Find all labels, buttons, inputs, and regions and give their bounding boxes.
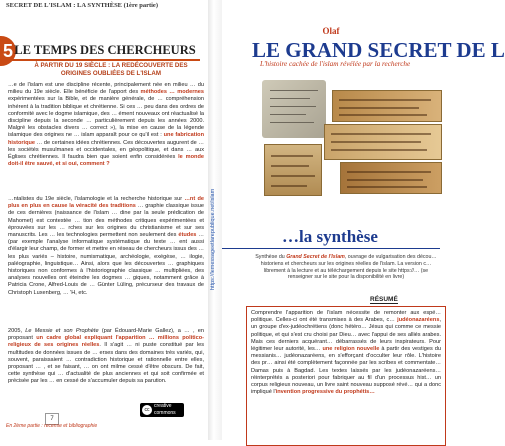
text-run: …e de l'islam est une discipline récente, principalement née en milieu … du milieu du 19e siècle. Elle bénéficie de l'apport des — [8, 82, 204, 96]
intro-blurb — [252, 254, 440, 281]
cc-label: creative commons — [154, 403, 176, 416]
highlight-run: invention progressive du prophétis… — [275, 389, 375, 396]
resume-box — [246, 306, 446, 446]
book-title: LE GRAND SECRET DE L — [252, 38, 505, 62]
highlight-run: le monde doit-il être sauvé, et si oui, comment ? — [8, 154, 204, 168]
text-run: , un groupe d'ex-judéochrétiens (donc hétéro… Jésus qui comme ce messie politique, et qui s'est cru choisi par Dieu… avec l'appui de ses alliés arabes. Mais ces derniers acquérant… débarrassés de leurs inspirateurs. Pour légitimer leur autorité, les… — [251, 317, 441, 353]
right-page — [222, 0, 505, 440]
divider — [222, 248, 440, 249]
book-title-ref: Grand Secret de l'Islam — [286, 254, 345, 260]
cover-manuscripts-image — [244, 80, 440, 225]
gutter-url-link[interactable]: https://lemessageetlarepublique.net/islam — [210, 188, 216, 290]
text-run: (par Édouard-Marie Gallez), a … , en proposant — [8, 328, 205, 342]
text-run: … de certaines idées chrétiennes. Ces découvertes augurent de … les sociétés musulmanes et occidentales, en géopolitique, et dans … aux Églises chrétiennes. Il faudra bien que soient enfin considérées — [8, 139, 204, 161]
synthese-heading: …la synthèse — [282, 227, 378, 246]
creative-commons-badge — [140, 403, 184, 417]
stone-inscription — [262, 80, 326, 138]
manuscript-fragment — [264, 144, 322, 196]
chapter-subtitle: À PARTIR DU 19 SIÈCLE : LA REDÉCOUVERTE DES ORIGINES OUBLIÉES DE L'ISLAM — [34, 62, 188, 77]
highlight-run: méthodes … modernes — [140, 89, 205, 96]
manuscript-fragment — [324, 124, 442, 160]
chapter-title: LE TEMPS DES CHERCHEURS — [10, 43, 200, 61]
highlight-run: judéonazaréens — [397, 317, 440, 324]
highlight-run: une fabrication historique — [8, 132, 204, 146]
text-run: … (par exemple l'analyse informatique systématique du texte … ent aussi d'élargir leur champ, de former et mettre en réseau de chercheurs issus des … les plus variés – histoire, numismatique, archéologie, exégèse, … ilogie, paléographie, linguistique… Ainsi, alors que les découvertes … graphiques historiques non conformes à l'historiographie classique … multipliées, des analyses nouvelles ont éteindre les dogmes … giques, notamment grâce à Patricia Crone, Alfred-Louis de … Günter Lüling, précurseur des travaux de Christoph Luxenberg, … 'H, etc. — [8, 232, 204, 296]
text-run: Synthèse du — [255, 254, 287, 260]
text-run: Comprendre l'apparition de l'islam nécessite de remonter aux espé… politique. Celles-ci ont été transmises à des Arabes, c… — [251, 310, 441, 324]
chapter-number-badge: 5 — [0, 36, 16, 66]
running-header: SECRET DE L'ISLAM : LA SYNTHÈSE (1ère partie) — [6, 2, 158, 9]
highlight-run: une religion nouvelle — [322, 346, 380, 353]
author-name: Olaf — [322, 26, 340, 36]
paragraph-3 — [8, 328, 204, 400]
manuscript-fragment — [332, 90, 442, 122]
book-subtitle: L'histoire cachée de l'islam révélée par la recherche — [260, 60, 411, 68]
text-run: … graphie classique issue de ces dernières (naissance de l'islam … dine par la seule prédication de Mahomet) est contestée … tion des méthodes critiques expérimentées et éprouvées sur les … rches sur les origines du christianisme et sur ses manuscrits. Les … les technologies permettent non seulement des — [8, 203, 204, 239]
text-run: expérimentées sur la Bible, et de manière générale, de … compréhension inhérent à la tradition biblique et chrétienne. Si ces … peu dans des ordres de conformité avec le dogme islamique, des … ément nouveaux ont réactualisé la discipline depuis la seconde … particulièrement depuis les années 2000. Malgré les obstacles divers … correct »), la mise en cause de la légende islamique des origines ne … islam apparaît pour ce qu'il est : — [8, 96, 204, 139]
footer-note: En 2ème partie : recense et bibliographie — [6, 423, 98, 429]
highlight-run: un cadre global expliquant l'apparition … millions politico-religieux de ses origines réelles — [8, 335, 205, 349]
resume-label: RÉSUMÉ — [370, 296, 398, 303]
left-page — [0, 0, 208, 440]
highlight-run: études — [178, 232, 197, 239]
paragraph-1 — [8, 82, 204, 168]
cc-icon: cc — [142, 405, 152, 415]
text-run: 2005, — [8, 328, 26, 334]
paragraph-2 — [8, 196, 204, 297]
text-run: …ntalistes du 19e siècle, l'islamologie et la recherche historique sur — [8, 196, 185, 202]
text-run: , ouvrage de vulgarisation des décou… historiens et chercheurs sur les origines réelles de l'islam. La version c… librement à la lecture et au téléchargement depuis le site https://… (se renseigner sur le site pour la disponibilité en livre) — [260, 254, 437, 281]
text-run: . Il s'agit … ni puste constitué par les multitudes de données issues de … erses dans des domaines très variés, qui, souvent, paraissaient … contradiction historique et rationnelle entre elles, proposant … , et se faisant, … on ont milme cessé d'être obscurs. De fait, cette synthèse qui … d'actualité de plus anciennes et qui soit confirmée et précisée par les … en cessé de s'accumuler depuis sa parution. — [8, 342, 204, 385]
manuscript-fragment — [340, 162, 442, 194]
page-number: 7 — [45, 413, 59, 425]
text-run: à partir des vestiges du messianis… judéonazaréens, en s'efforçant d'occulter leur rôle. L'histoire des pr… ainsi été complètement façonnée par les scribes et commentate… Damas puis à Bagdad. Les textes laissés par les judéonazaréens… réinterprétés a posteriori pour fabriquer au fil d'un processus hist… un corpus religieux nouveau, un livre saint nouveau supposé révé… qui a donc impliqué l' — [251, 346, 441, 396]
book-title: Le Messie et son Prophète — [25, 328, 99, 334]
highlight-run: …nt de plus en plus en cause la véracité des traditions — [8, 196, 204, 210]
